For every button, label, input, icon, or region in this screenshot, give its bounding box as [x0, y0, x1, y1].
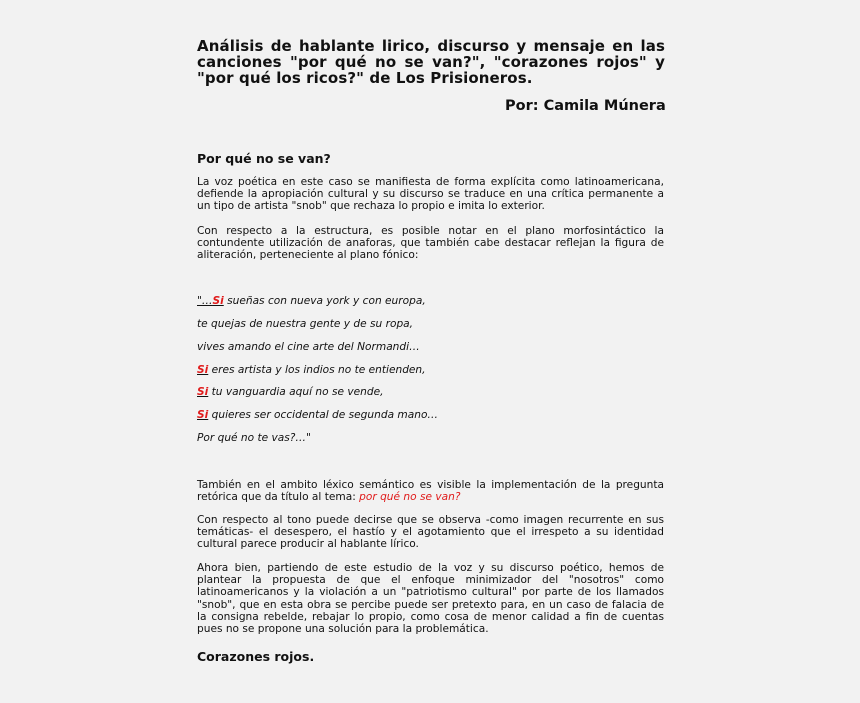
verse-line-1 — [197, 295, 426, 308]
verse-line-3: vives amando el cine arte del Normandi… — [197, 341, 420, 353]
verse-line-1-text: sueñas con nueva york y con europa, — [223, 295, 426, 307]
section-heading-corazones-rojos: Corazones rojos. — [197, 649, 315, 664]
document-title: Análisis de hablante lirico, discurso y mensaje en las canciones "por qué no se van?", "corazones rojos" y "por qué los ricos?" de Los Prisioneros. — [197, 37, 665, 87]
verse-line-2: te quejas de nuestra gente y de su ropa, — [197, 318, 414, 330]
verse-line-4-text: eres artista y los indios no te entienden, — [208, 364, 426, 376]
section-heading-por-que-no-se-van: Por qué no se van? — [197, 151, 331, 166]
paragraph-3 — [197, 479, 664, 503]
verse-line-5-text: tu vanguardia aquí no se vende, — [208, 386, 384, 398]
paragraph-2: Con respecto a la estructura, es posible notar en el plano morfosintáctico la contundente utilización de anaforas, que también cabe destacar reflejan la figura de aliteración, perteneciente al plano fónico: — [197, 225, 664, 262]
verse-line-6-anaphora: Si — [197, 409, 209, 421]
verse-line-4-anaphora: Si — [197, 364, 209, 376]
verse-line-6 — [197, 409, 438, 422]
verse-line-6-text: quieres ser occidental de segunda mano… — [208, 409, 439, 421]
verse-line-5 — [197, 386, 383, 399]
paragraph-3-quote: por qué no se van? — [359, 491, 461, 504]
verse-line-4 — [197, 364, 426, 377]
verse-line-1-anaphora: Si — [212, 295, 224, 307]
verse-line-1-prefix: "… — [197, 295, 213, 307]
paragraph-3-text: También en el ambito léxico semántico es visible la implementación de la pregunta retórica que da título al tema: — [197, 479, 664, 504]
paragraph-1: La voz poética en este caso se manifiesta de forma explícita como latinoamericana, defiende la apropiación cultural y su discurso se traduce en una crítica permanente a un tipo de artista "snob" que rechaza lo propio e imita lo exterior. — [197, 176, 664, 213]
verse-line-5-anaphora: Si — [197, 386, 209, 398]
verse-line-7: Por qué no te vas?…" — [197, 432, 311, 444]
author-line: Por: Camila Múnera — [505, 98, 666, 114]
paragraph-5: Ahora bien, partiendo de este estudio de la voz y su discurso poético, hemos de plantear la propuesta de que el enfoque minimizador del "nosotros" como latinoamericanos y la violación a un "patriotismo cultural" por parte de los llamados "snob", que en esta obra se percibe puede ser pretexto para, en un caso de falacia de la consigna rebelde, rebajar lo propio, como cosa de menor calidad a fin de cuentas pues no se propone una solución para la problemática. — [197, 562, 664, 636]
paragraph-4: Con respecto al tono puede decirse que se observa -como imagen recurrente en sus temáticas- el desespero, el hastío y el agotamiento que el irrespeto a su identidad cultural parece producir al hablante lírico. — [197, 514, 664, 551]
